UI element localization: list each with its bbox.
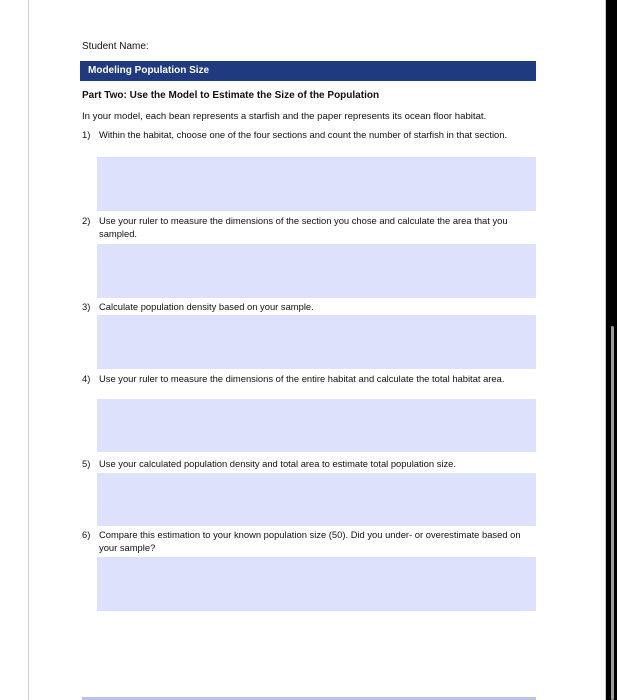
question-number: 2) bbox=[82, 215, 91, 226]
question-3 bbox=[82, 301, 532, 314]
answer-field-5[interactable] bbox=[97, 473, 536, 526]
question-6 bbox=[82, 529, 532, 554]
question-number: 3) bbox=[82, 301, 91, 312]
question-2 bbox=[82, 215, 532, 240]
question-text: Use your ruler to measure the dimensions of the section you chose and calculate the area that you sampled. bbox=[99, 215, 508, 239]
intro-text: In your model, each bean represents a starfish and the paper represents its ocean floor habitat. bbox=[82, 111, 487, 122]
answer-field-2[interactable] bbox=[97, 244, 536, 298]
question-4 bbox=[82, 373, 532, 386]
question-1 bbox=[82, 129, 532, 142]
answer-field-1[interactable] bbox=[97, 157, 536, 211]
part-heading: Part Two: Use the Model to Estimate the Size of the Population bbox=[82, 90, 380, 101]
student-name-label: Student Name: bbox=[82, 41, 149, 52]
answer-field-4[interactable] bbox=[97, 399, 536, 452]
answer-field-3[interactable] bbox=[97, 315, 536, 369]
question-number: 6) bbox=[82, 529, 91, 540]
banner-title: Modeling Population Size bbox=[88, 65, 210, 76]
question-text: Within the habitat, choose one of the four sections and count the number of starfish in that section. bbox=[99, 129, 508, 140]
question-number: 1) bbox=[82, 129, 91, 140]
page-left-edge bbox=[28, 0, 29, 700]
question-text: Use your ruler to measure the dimensions of the entire habitat and calculate the total habitat area. bbox=[99, 373, 505, 384]
question-5 bbox=[82, 458, 532, 471]
question-number: 4) bbox=[82, 373, 91, 384]
question-text: Calculate population density based on your sample. bbox=[99, 301, 314, 312]
answer-field-6[interactable] bbox=[97, 557, 536, 611]
question-text: Use your calculated population density and total area to estimate total population size. bbox=[99, 458, 456, 469]
question-number: 5) bbox=[82, 458, 91, 469]
scrollbar-thumb[interactable] bbox=[611, 326, 614, 700]
question-text: Compare this estimation to your known population size (50). Did you under- or overestimate based on your sample? bbox=[99, 529, 521, 553]
section-banner bbox=[80, 61, 536, 81]
